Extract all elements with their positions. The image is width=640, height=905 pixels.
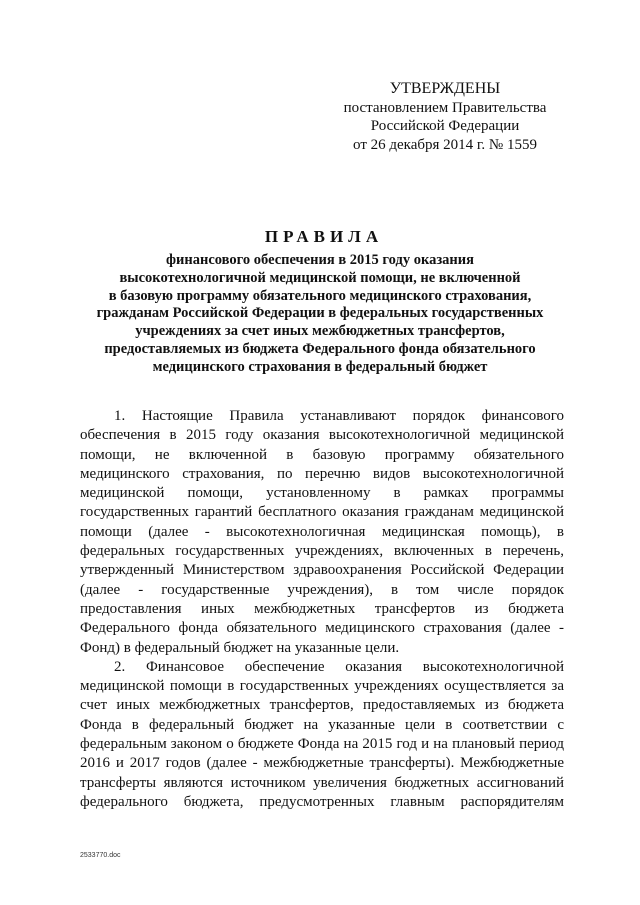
- paragraph-line: государственных гарантий бесплатного оказания гражданам медицинской: [80, 504, 564, 521]
- paragraph-line: трансферты являются источником увеличения бюджетных ассигнований: [80, 774, 564, 791]
- document-title: ПРАВИЛА: [264, 227, 384, 246]
- paragraph-line: федерального бюджета, предусмотренных главным распорядителям: [80, 793, 564, 810]
- paragraph-line: федеральных государственных учреждениях, включенных в перечень,: [80, 543, 564, 560]
- paragraph-line: 2016 и 2017 годов (далее - межбюджетные трансферты). Межбюджетные: [80, 755, 564, 772]
- file-name-footer: 2533770.doc: [80, 852, 121, 859]
- paragraph-line: 2. Финансовое обеспечение оказания высокотехнологичной: [114, 658, 564, 675]
- paragraph-line: Фонд) в федеральный бюджет на указанные цели.: [80, 639, 400, 656]
- subtitle-line: в базовую программу обязательного медицинского страхования,: [108, 287, 532, 304]
- approval-date-number: от 26 декабря 2014 г. № 1559: [353, 136, 537, 153]
- subtitle-line: учреждениях за счет иных межбюджетных трансфертов,: [135, 323, 505, 340]
- paragraph-line: медицинской помощи, установленному в рамках программы: [80, 485, 564, 502]
- approval-heading: УТВЕРЖДЕНЫ: [389, 80, 501, 97]
- subtitle-line: финансового обеспечения в 2015 году оказания: [166, 252, 474, 268]
- subtitle-line: предоставляемых из бюджета Федерального фонда обязательного: [104, 340, 536, 357]
- paragraph-line: помощи, не включенной в базовую программу обязательного: [80, 446, 564, 463]
- paragraph-line: 1. Настоящие Правила устанавливают порядок финансового: [114, 408, 564, 424]
- paragraph-line: счет иных межбюджетных трансфертов, предоставляемых из бюджета: [80, 697, 564, 714]
- paragraph-line: утвержденный Министерством здравоохранения Российской Федерации: [80, 562, 564, 579]
- paragraph-line: Федерального фонда обязательного медицинского страхования (далее -: [80, 620, 564, 637]
- paragraph-line: медицинского страхования, по перечню видов высокотехнологичной: [80, 465, 564, 482]
- paragraph-line: медицинской помощи в государственных учреждениях осуществляется за: [80, 678, 564, 695]
- paragraph-2: [80, 658, 564, 812]
- paragraph-line: Фонда в федеральный бюджет на указанные цели в соответствии с: [80, 716, 564, 733]
- subtitle-line: медицинского страхования в федеральный бюджет: [152, 358, 488, 375]
- paragraph-line: предоставления иных межбюджетных трансфертов из бюджета: [80, 600, 564, 617]
- document-subtitle: [0, 252, 640, 377]
- paragraph-line: федеральным законом о бюджете Фонда на 2015 год и на плановый период: [80, 736, 564, 753]
- paragraph-line: (далее - государственные учреждения), в том числе порядок: [80, 581, 564, 598]
- subtitle-line: гражданам Российской Федерации в федеральных государственных: [96, 305, 544, 322]
- paragraph-line: обеспечения в 2015 году оказания высокотехнологичной медицинской: [80, 427, 564, 444]
- subtitle-line: высокотехнологичной медицинской помощи, не включенной: [119, 269, 521, 286]
- approval-resolution: постановлением Правительства: [343, 99, 547, 116]
- paragraph-line: помощи (далее - высокотехнологичная медицинская помощь), в: [80, 523, 564, 540]
- document-body: [80, 407, 564, 812]
- approval-block: [330, 80, 560, 154]
- paragraph-1: [80, 407, 564, 658]
- approval-authority: Российской Федерации: [370, 118, 520, 134]
